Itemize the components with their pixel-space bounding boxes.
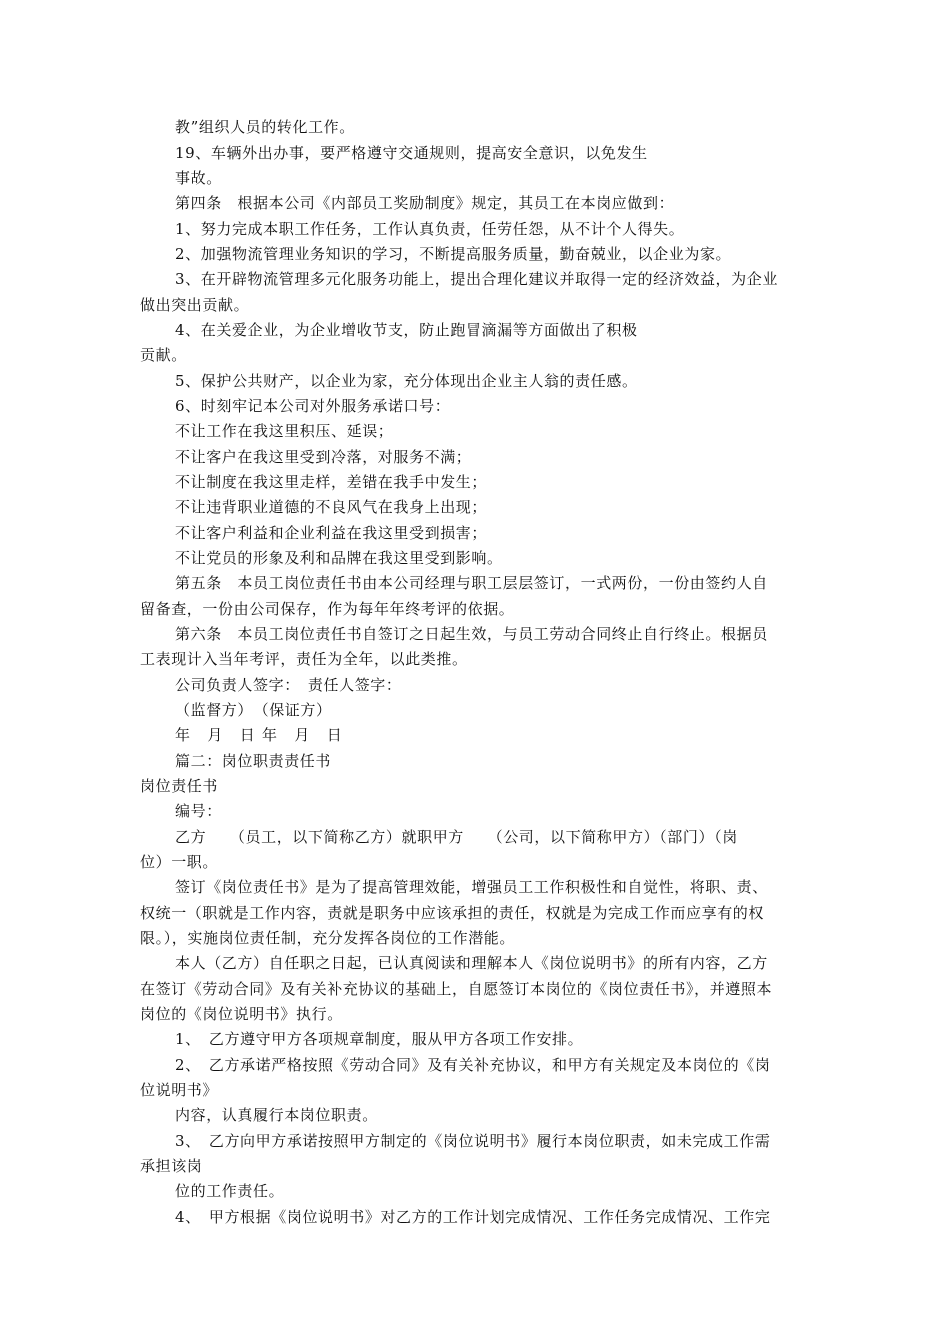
text-line: 不让工作在我这里积压、延误；	[175, 422, 394, 440]
text-line: 本人（乙方）自任职之日起，已认真阅读和理解本人《岗位说明书》的所有内容，乙方	[175, 954, 768, 972]
text-line: 岗位的《岗位说明书》执行。	[140, 1005, 343, 1023]
text-line: 6、时刻牢记本公司对外服务承诺口号：	[175, 397, 451, 415]
text-line: 位）一职。	[140, 853, 219, 871]
text-line: 公司负责人签字： 责任人签字：	[175, 676, 402, 694]
text-line: 工表现计入当年考评，责任为全年，以此类推。	[140, 650, 468, 668]
text-line: 不让客户利益和企业利益在我这里受到损害；	[175, 524, 488, 542]
text-line: 教”组织人员的转化工作。	[175, 118, 355, 136]
text-line: （监督方） （保证方）	[175, 701, 332, 719]
text-line: 乙方 （员工，以下简称乙方）就职甲方 （公司，以下简称甲方）（部门）（岗	[175, 828, 738, 846]
text-line: 不让违背职业道德的不良风气在我身上出现；	[175, 498, 488, 516]
text-line: 2、 乙方承诺严格按照《劳动合同》及有关补充协议，和甲方有关规定及本岗位的《岗	[175, 1056, 771, 1074]
text-line: 不让客户在我这里受到冷落，对服务不满；	[175, 448, 472, 466]
text-line: 1、努力完成本职工作任务，工作认真负责，任劳任怨，从不计个人得失。	[175, 220, 685, 238]
text-line: 3、在开辟物流管理多元化服务功能上，提出合理化建议并取得一定的经济效益，为企业	[175, 270, 778, 288]
text-line: 事故。	[175, 169, 222, 187]
text-line: 3、 乙方向甲方承诺按照甲方制定的《岗位说明书》履行本岗位职责，如未完成工作需	[175, 1132, 771, 1150]
text-line: 签订《岗位责任书》是为了提高管理效能，增强员工工作积极性和自觉性，将职、责、	[175, 878, 768, 896]
text-line: 不让党员的形象及利和品牌在我这里受到影响。	[175, 549, 503, 567]
text-line: 编号：	[175, 802, 222, 820]
text-line: 留备查，一份由公司保存，作为每年年终考评的依据。	[140, 600, 515, 618]
text-line: 19、车辆外出办事，要严格遵守交通规则，提高安全意识，以免发生	[175, 144, 648, 162]
text-line: 位说明书》	[140, 1081, 219, 1099]
text-line: 限。），实施岗位责任制，充分发挥各岗位的工作潜能。	[140, 929, 516, 947]
text-line: 4、 甲方根据《岗位说明书》对乙方的工作计划完成情况、工作任务完成情况、工作完	[175, 1208, 771, 1226]
text-line: 第四条 根据本公司《内部员工奖励制度》规定，其员工在本岗应做到：	[175, 194, 675, 212]
text-line: 位的工作责任。	[175, 1182, 285, 1200]
text-line: 内容，认真履行本岗位职责。	[175, 1106, 378, 1124]
text-line: 第五条 本员工岗位责任书由本公司经理与职工层层签订，一式两份，一份由签约人自	[175, 574, 768, 592]
text-line: 承担该岗	[140, 1157, 203, 1175]
text-line: 在签订《劳动合同》及有关补充协议的基础上，自愿签订本岗位的《岗位责任书》，并遵照本	[140, 980, 773, 998]
text-line: 篇二：岗位职责责任书	[175, 752, 332, 770]
text-line: 年 月 日 年 月 日	[175, 726, 343, 744]
text-line: 贡献。	[140, 346, 187, 364]
text-line: 权统一（职就是工作内容，责就是职务中应该承担的责任，权就是为完成工作而应享有的权	[140, 904, 765, 922]
text-line: 1、 乙方遵守甲方各项规章制度，服从甲方各项工作安排。	[175, 1030, 584, 1048]
text-line: 2、加强物流管理业务知识的学习，不断提高服务质量，勤奋兢业，以企业为家。	[175, 245, 732, 263]
text-line: 做出突出贡献。	[140, 296, 250, 314]
text-line: 5、保护公共财产，以企业为家，充分体现出企业主人翁的责任感。	[175, 372, 638, 390]
text-line: 不让制度在我这里走样，差错在我手中发生；	[175, 473, 488, 491]
text-line: 4、在关爱企业，为企业增收节支，防止跑冒滴漏等方面做出了积极	[175, 321, 638, 339]
text-line: 岗位责任书	[140, 777, 219, 795]
text-line: 第六条 本员工岗位责任书自签订之日起生效，与员工劳动合同终止自行终止。根据员	[175, 625, 768, 643]
